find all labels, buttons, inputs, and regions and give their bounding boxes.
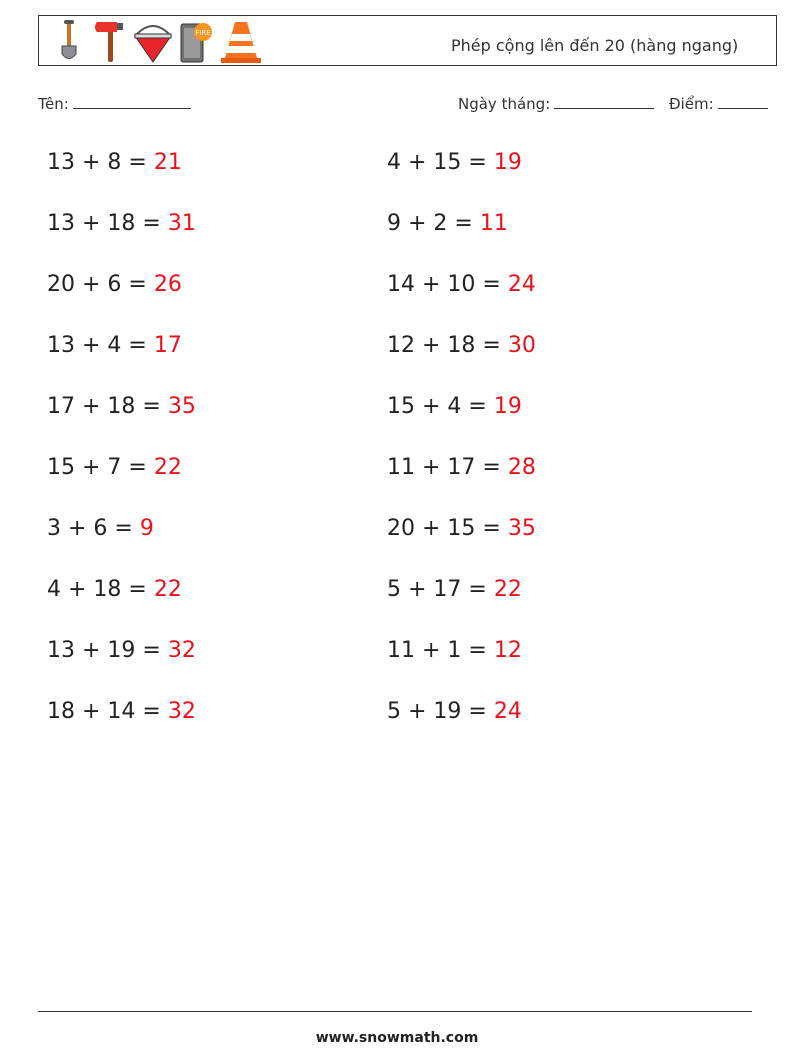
problem-10 — [387, 393, 522, 421]
name-label: Tên: — [38, 95, 69, 113]
problem-answer: 11 — [479, 211, 508, 236]
footer-divider — [38, 1011, 752, 1012]
problem-15 — [47, 576, 182, 604]
problem-answer: 17 — [153, 333, 182, 358]
shovel-icon — [47, 18, 91, 64]
problem-question: 4 + 15 = — [387, 150, 494, 175]
problem-14 — [387, 515, 536, 543]
date-field — [458, 94, 654, 113]
fire-axe-icon — [89, 18, 133, 64]
score-field — [669, 94, 768, 113]
problem-question: 15 + 7 = — [47, 455, 154, 480]
problem-question: 17 + 18 = — [47, 394, 168, 419]
problem-question: 11 + 17 = — [387, 455, 508, 480]
score-label: Điểm: — [669, 95, 714, 113]
problem-question: 18 + 14 = — [47, 699, 168, 724]
problem-16 — [387, 576, 522, 604]
svg-text:FIRE: FIRE — [195, 29, 211, 37]
problem-question: 3 + 6 = — [47, 516, 140, 541]
fire-bucket-icon — [131, 18, 175, 64]
problem-answer: 28 — [507, 455, 536, 480]
problem-7 — [47, 332, 182, 360]
problem-2 — [387, 149, 522, 177]
problem-18 — [387, 637, 522, 665]
problem-question: 13 + 18 = — [47, 211, 168, 236]
date-blank[interactable] — [554, 94, 654, 109]
problem-answer: 9 — [139, 516, 154, 541]
problem-answer: 24 — [507, 272, 536, 297]
problem-question: 5 + 17 = — [387, 577, 494, 602]
problem-8 — [387, 332, 536, 360]
problem-12 — [387, 454, 536, 482]
problem-answer: 19 — [493, 150, 522, 175]
problem-answer: 32 — [167, 699, 196, 724]
problem-answer: 35 — [507, 516, 536, 541]
problem-question: 12 + 18 = — [387, 333, 508, 358]
problem-answer: 22 — [493, 577, 522, 602]
header-box — [38, 15, 777, 66]
problem-answer: 26 — [153, 272, 182, 297]
problem-answer: 35 — [167, 394, 196, 419]
problem-13 — [47, 515, 154, 543]
problem-3 — [47, 210, 196, 238]
problem-answer: 30 — [507, 333, 536, 358]
problem-question: 13 + 4 = — [47, 333, 154, 358]
problem-20 — [387, 698, 522, 726]
footer-url[interactable]: www.snowmath.com — [315, 1030, 479, 1046]
problem-19 — [47, 698, 196, 726]
problem-4 — [387, 210, 508, 238]
date-label: Ngày tháng: — [458, 95, 551, 113]
name-field — [38, 94, 191, 113]
problem-answer: 32 — [167, 638, 196, 663]
problem-answer: 31 — [167, 211, 196, 236]
problem-question: 20 + 15 = — [387, 516, 508, 541]
problem-question: 11 + 1 = — [387, 638, 494, 663]
problem-question: 20 + 6 = — [47, 272, 154, 297]
problem-answer: 19 — [493, 394, 522, 419]
problem-question: 5 + 19 = — [387, 699, 494, 724]
problem-question: 9 + 2 = — [387, 211, 480, 236]
problem-question: 13 + 8 = — [47, 150, 154, 175]
problem-11 — [47, 454, 182, 482]
problem-9 — [47, 393, 196, 421]
problem-answer: 12 — [493, 638, 522, 663]
name-blank[interactable] — [73, 94, 191, 109]
problem-answer: 22 — [153, 577, 182, 602]
problem-6 — [387, 271, 536, 299]
traffic-cone-icon — [219, 18, 263, 64]
problem-question: 4 + 18 = — [47, 577, 154, 602]
score-blank[interactable] — [718, 94, 768, 109]
fire-alarm-icon — [173, 18, 217, 64]
problem-question: 13 + 19 = — [47, 638, 168, 663]
problem-1 — [47, 149, 182, 177]
problem-answer: 24 — [493, 699, 522, 724]
problem-question: 15 + 4 = — [387, 394, 494, 419]
page-title: Phép cộng lên đến 20 (hàng ngang) — [451, 36, 739, 55]
problem-17 — [47, 637, 196, 665]
problem-question: 14 + 10 = — [387, 272, 508, 297]
problem-answer: 21 — [153, 150, 182, 175]
problem-5 — [47, 271, 182, 299]
problem-answer: 22 — [153, 455, 182, 480]
